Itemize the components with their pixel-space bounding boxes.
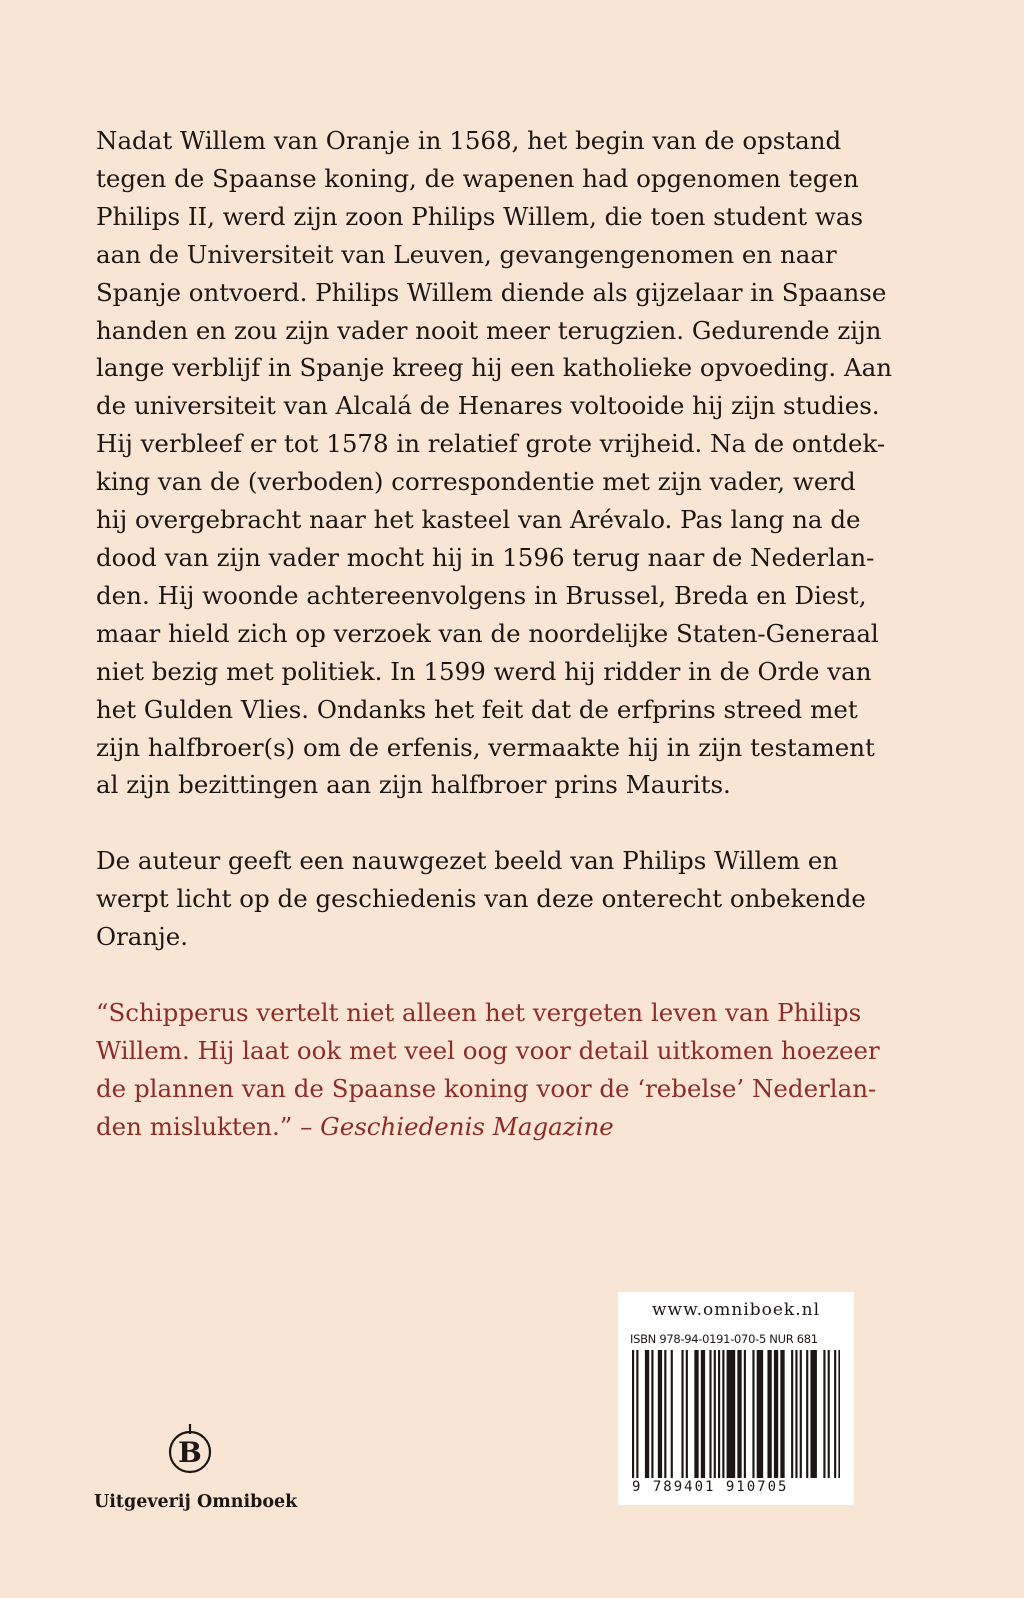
text-line: handen en zou zijn vader nooit meer terugzien. Gedurende zijn: [96, 315, 882, 345]
text-line: het Gulden Vlies. Ondanks het feit dat de erfprins streed met: [96, 694, 858, 724]
barcode-bar: [651, 1350, 653, 1478]
barcode-bar: [823, 1350, 825, 1478]
quote-text: den mislukten.” –: [96, 1111, 321, 1141]
quote-line-last: [96, 1108, 896, 1146]
text-line: niet bezig met politiek. In 1599 werd hij ridder in de Orde van: [96, 656, 872, 686]
publisher-url: www.omniboek.nl: [651, 1300, 821, 1320]
barcode-bar: [774, 1350, 778, 1478]
barcode-bar: [722, 1350, 724, 1478]
barcode-bar: [828, 1350, 830, 1478]
review-quote: [96, 994, 896, 1146]
barcode-bar: [701, 1350, 705, 1478]
text-line: Hij verbleef er tot 1578 in relatief grote vrijheid. Na de ontdek-: [96, 429, 886, 459]
barcode-digits: 9 789401 910705: [632, 1479, 789, 1495]
barcode-bar: [752, 1350, 754, 1478]
barcode-bar: [834, 1350, 836, 1478]
barcode-panel: [618, 1292, 854, 1505]
quote-line: de plannen van de Spaanse koning voor de ‘rebelse’ Nederlan-: [96, 1073, 877, 1103]
barcode-bar: [671, 1350, 673, 1478]
barcode-bar: [636, 1350, 638, 1478]
barcode-bar: [838, 1350, 840, 1478]
quote-source: Geschiedenis Magazine: [320, 1111, 614, 1141]
text-line: dood van zijn vader mocht hij in 1596 terug naar de Nederlan-: [96, 542, 875, 572]
logo-letter: B: [178, 1436, 202, 1469]
text-line: al zijn bezittingen aan zijn halfbroer prins Maurits.: [96, 770, 731, 800]
barcode-bar: [686, 1350, 688, 1478]
text-line: tegen de Spaanse koning, de wapenen had opgenomen tegen: [96, 163, 859, 193]
barcode-bar: [757, 1350, 763, 1478]
barcode-bar: [658, 1350, 662, 1478]
barcode-bar: [709, 1350, 711, 1478]
barcode-bar: [737, 1350, 741, 1478]
text-line: Philips II, werd zijn zoon Philips Willem, die toen student was: [96, 201, 864, 231]
quote-line: “Schipperus vertelt niet alleen het vergeten leven van Philips: [96, 998, 862, 1028]
barcode-bar: [727, 1350, 736, 1478]
text-line: Spanje ontvoerd. Philips Willem diende als gijzelaar in Spaanse: [96, 277, 887, 307]
publisher-name: Uitgeverij Omniboek: [94, 1492, 298, 1512]
blurb-text: [96, 122, 896, 1146]
text-line: De auteur geeft een nauwgezet beeld van Philips Willem en: [96, 846, 839, 876]
barcode-bar: [681, 1350, 683, 1478]
text-line: maar hield zich op verzoek van de noordelijke Staten-Generaal: [96, 618, 879, 648]
barcode-bar: [645, 1350, 649, 1478]
text-line: de universiteit van Alcalá de Henares voltooide hij zijn studies.: [96, 391, 880, 421]
publisher-logo-icon: [160, 1420, 222, 1482]
barcode-bar: [767, 1350, 771, 1478]
blurb-paragraph-2: [96, 842, 896, 956]
blurb-paragraph-1: [96, 122, 896, 804]
barcode-icon: [632, 1350, 840, 1478]
barcode-bar: [664, 1350, 666, 1478]
text-line: zijn halfbroer(s) om de erfenis, vermaakte hij in zijn testament: [96, 732, 875, 762]
text-line: king van de (verboden) correspondentie met zijn vader, werd: [96, 467, 856, 497]
barcode-bar: [780, 1350, 784, 1478]
quote-line: Willem. Hij laat ook met veel oog voor detail uitkomen hoezeer: [96, 1035, 880, 1065]
text-line: hij overgebracht naar het kasteel van Arévalo. Pas lang na de: [96, 505, 861, 535]
text-line: aan de Universiteit van Leuven, gevangengenomen en naar: [96, 239, 837, 269]
text-line: den. Hij woonde achtereenvolgens in Brussel, Breda en Diest,: [96, 580, 867, 610]
barcode-bar: [795, 1350, 797, 1478]
barcode-bar: [744, 1350, 746, 1478]
text-line: lange verblijf in Spanje kreeg hij een katholieke opvoeding. Aan: [96, 353, 893, 383]
text-line: Oranje.: [96, 922, 189, 952]
barcode-bar: [714, 1350, 716, 1478]
barcode-bar: [718, 1350, 720, 1478]
text-line: werpt licht op de geschiedenis van deze onterecht onbekende: [96, 884, 866, 914]
barcode-bar: [791, 1350, 793, 1478]
barcode-bar: [694, 1350, 698, 1478]
text-line: Nadat Willem van Oranje in 1568, het begin van de opstand: [96, 126, 842, 155]
barcode-bar: [810, 1350, 816, 1478]
isbn-label: ISBN 978-94-0191-070-5 NUR 681: [630, 1332, 818, 1346]
barcode-bar: [800, 1350, 802, 1478]
barcode-bar: [806, 1350, 808, 1478]
barcode-bar: [632, 1350, 634, 1478]
